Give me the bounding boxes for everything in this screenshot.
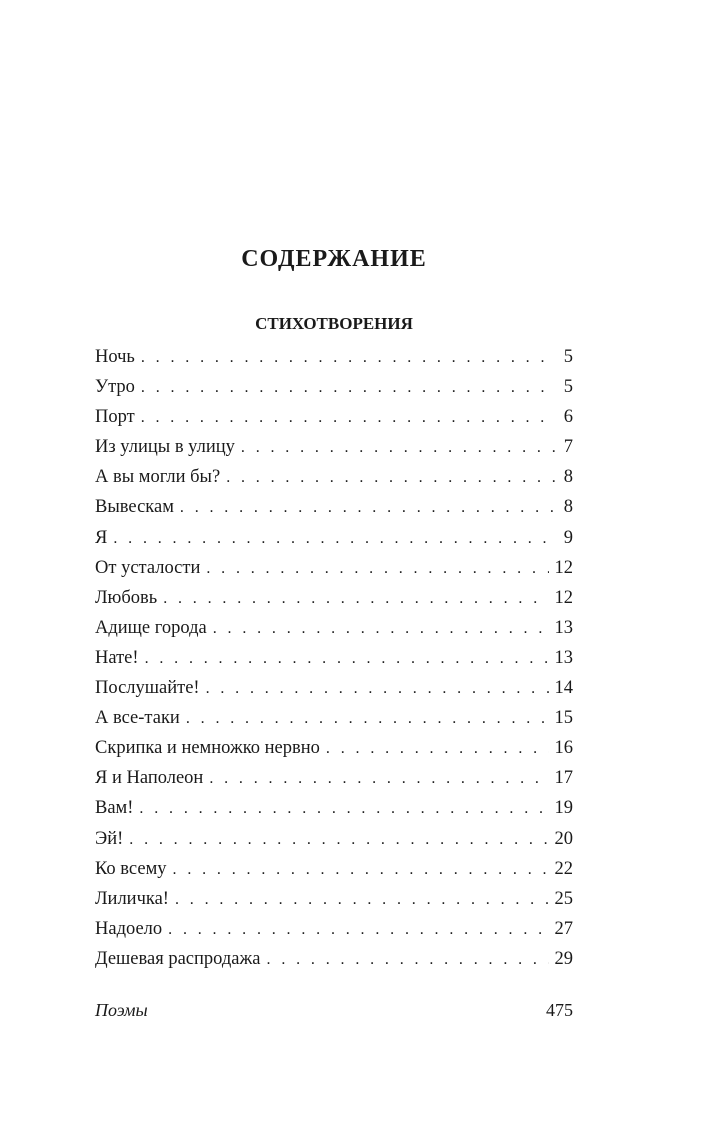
toc-entry[interactable]	[95, 402, 573, 432]
dot-leader	[175, 885, 549, 915]
toc-entry-title: Ко всему	[95, 858, 167, 879]
page-number: 475	[546, 1000, 573, 1020]
dot-leader	[226, 463, 555, 493]
toc-entry-page: 9	[563, 527, 573, 548]
toc-entry-page: 19	[554, 798, 573, 819]
toc-entry[interactable]	[95, 432, 573, 462]
toc-entry-page: 8	[563, 467, 573, 488]
toc-entry-page: 12	[554, 557, 573, 578]
toc-entry-title: Утро	[95, 377, 135, 398]
toc-entry[interactable]	[95, 914, 573, 944]
toc-entry[interactable]	[95, 763, 573, 793]
toc-entry-page: 20	[554, 828, 573, 849]
toc-entry-page: 29	[554, 948, 573, 969]
toc-entry-page: 16	[554, 738, 573, 759]
dot-leader	[241, 433, 555, 463]
dot-leader	[326, 734, 549, 764]
toc-entry-page: 6	[563, 407, 573, 428]
dot-leader	[113, 524, 555, 554]
toc-entry-page: 22	[554, 858, 573, 879]
dot-leader	[206, 554, 548, 584]
toc-entry-page: 5	[563, 347, 573, 367]
toc-entry-page: 5	[563, 377, 573, 398]
dot-leader	[163, 584, 548, 614]
dot-leader	[168, 915, 548, 945]
toc-entry-title: Надоело	[95, 918, 163, 939]
toc-entry-page: 8	[563, 497, 573, 518]
section-title: СТИХОТВОРЕНИЯ	[255, 314, 413, 333]
toc-entry-title: Любовь	[95, 587, 158, 608]
dot-leader	[209, 764, 548, 794]
dot-leader	[141, 403, 555, 433]
dot-leader	[173, 855, 549, 885]
toc-entry-title: А все-таки	[95, 708, 180, 729]
toc-entry[interactable]	[95, 703, 573, 733]
toc-entry-title: Вам!	[95, 798, 134, 819]
dot-leader	[129, 825, 548, 855]
toc-entry[interactable]	[95, 462, 573, 492]
toc-entry-title: Дешевая распродажа	[95, 948, 261, 969]
toc-entry[interactable]	[95, 372, 573, 402]
dot-leader	[186, 704, 549, 734]
toc-entry[interactable]	[95, 944, 573, 974]
toc-entry[interactable]	[95, 854, 573, 884]
toc-entry[interactable]	[95, 553, 573, 583]
running-footer-title: Поэмы	[95, 1000, 148, 1020]
toc-entry-title: Я	[95, 527, 108, 548]
toc-entry-page: 14	[554, 678, 573, 699]
toc-entry-title: Нате!	[95, 647, 139, 668]
toc-entry-title: Скрипка и немножко нервно	[95, 738, 320, 759]
toc-entry-title: А вы могли бы?	[95, 467, 221, 488]
toc-entry-page: 13	[554, 647, 573, 668]
toc-entry-title: Я и Наполеон	[95, 768, 204, 789]
toc-entry[interactable]	[95, 523, 573, 553]
toc-entry-title: Ночь	[95, 347, 135, 367]
toc-entry-page: 12	[554, 587, 573, 608]
toc-entry-title: Адище города	[95, 617, 207, 638]
dot-leader	[141, 373, 555, 403]
toc-entry-page: 13	[554, 617, 573, 638]
toc-entry[interactable]	[95, 342, 573, 372]
toc-entry-page: 25	[554, 888, 573, 909]
toc-entry[interactable]	[95, 643, 573, 673]
toc-entry-page: 15	[554, 708, 573, 729]
toc-entry[interactable]	[95, 793, 573, 823]
toc-entry-title: Порт	[95, 407, 135, 428]
toc-entry[interactable]	[95, 583, 573, 613]
toc-entry[interactable]	[95, 613, 573, 643]
dot-leader	[145, 644, 549, 674]
toc-entry-title: Послушайте!	[95, 678, 200, 699]
toc-entry-title: Эй!	[95, 828, 124, 849]
toc-entry-title: Лиличка!	[95, 888, 169, 909]
dot-leader	[267, 945, 549, 975]
toc-entry-page: 17	[554, 768, 573, 789]
table-of-contents	[95, 342, 573, 974]
dot-leader	[213, 614, 549, 644]
dot-leader	[206, 674, 549, 704]
page-title: СОДЕРЖАНИЕ	[241, 246, 427, 272]
toc-entry-title: От усталости	[95, 557, 201, 578]
toc-entry-page: 7	[563, 437, 573, 458]
toc-entry[interactable]	[95, 884, 573, 914]
dot-leader	[141, 343, 555, 373]
toc-entry[interactable]	[95, 733, 573, 763]
dot-leader	[180, 493, 555, 523]
toc-entry[interactable]	[95, 492, 573, 522]
toc-entry[interactable]	[95, 673, 573, 703]
toc-entry-title: Вывескам	[95, 497, 174, 518]
dot-leader	[139, 794, 548, 824]
toc-entry[interactable]	[95, 824, 573, 854]
toc-entry-title: Из улицы в улицу	[95, 437, 235, 458]
toc-entry-page: 27	[554, 918, 573, 939]
